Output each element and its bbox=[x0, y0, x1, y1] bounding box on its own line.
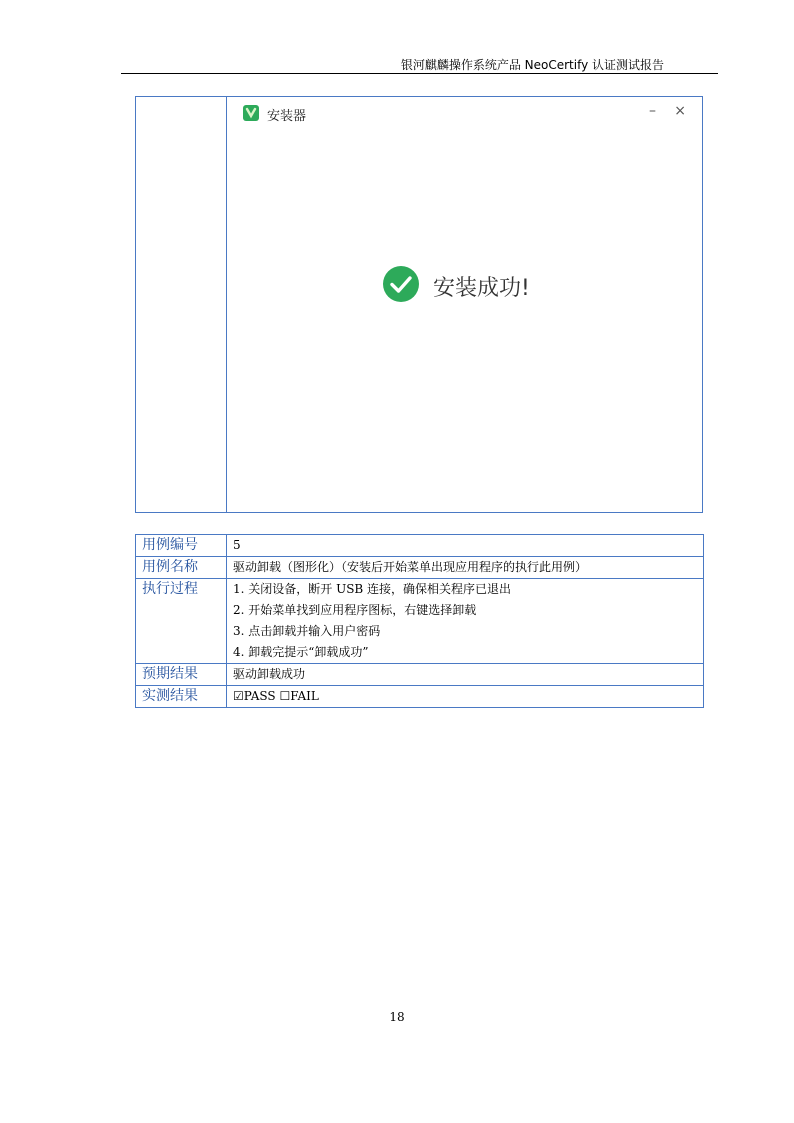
expected-value: 驱动卸载成功 bbox=[227, 664, 704, 686]
installer-title: 安装器 bbox=[267, 109, 307, 124]
screenshot-table bbox=[135, 96, 703, 513]
expected-row bbox=[136, 664, 704, 686]
process-step: 3. 点击卸载并输入用户密码 bbox=[233, 624, 381, 638]
process-label: 执行过程 bbox=[136, 579, 227, 664]
expected-label: 预期结果 bbox=[136, 664, 227, 686]
case-name-row bbox=[136, 557, 704, 579]
case-name-label: 用例名称 bbox=[136, 557, 227, 579]
actual-label: 实测结果 bbox=[136, 686, 227, 708]
case-id-label: 用例编号 bbox=[136, 535, 227, 557]
actual-row bbox=[136, 686, 704, 708]
case-name-value: 驱动卸载（图形化）（安装后开始菜单出现应用程序的执行此用例） bbox=[227, 557, 704, 579]
minimize-button[interactable]: – bbox=[649, 103, 656, 119]
installer-window bbox=[227, 97, 702, 512]
close-button[interactable]: × bbox=[674, 103, 686, 119]
case-id-row bbox=[136, 535, 704, 557]
success-message: 安装成功! bbox=[433, 276, 530, 301]
header-divider bbox=[121, 73, 718, 74]
report-header-title: 银河麒麟操作系统产品 NeoCertify 认证测试报告 bbox=[400, 58, 664, 72]
installer-logo-icon bbox=[243, 105, 259, 121]
process-steps bbox=[227, 579, 704, 664]
process-step: 2. 开始菜单找到应用程序图标，右键选择卸载 bbox=[233, 603, 477, 617]
actual-value: ☑PASS ☐FAIL bbox=[227, 686, 704, 708]
process-step: 4. 卸载完提示“卸载成功” bbox=[233, 645, 369, 659]
success-check-icon bbox=[382, 265, 420, 303]
page-number: 18 bbox=[389, 1010, 405, 1024]
process-row bbox=[136, 579, 704, 664]
process-step: 1. 关闭设备，断开 USB 连接，确保相关程序已退出 bbox=[233, 582, 512, 596]
test-case-table bbox=[135, 534, 704, 708]
case-id-value: 5 bbox=[227, 535, 704, 557]
